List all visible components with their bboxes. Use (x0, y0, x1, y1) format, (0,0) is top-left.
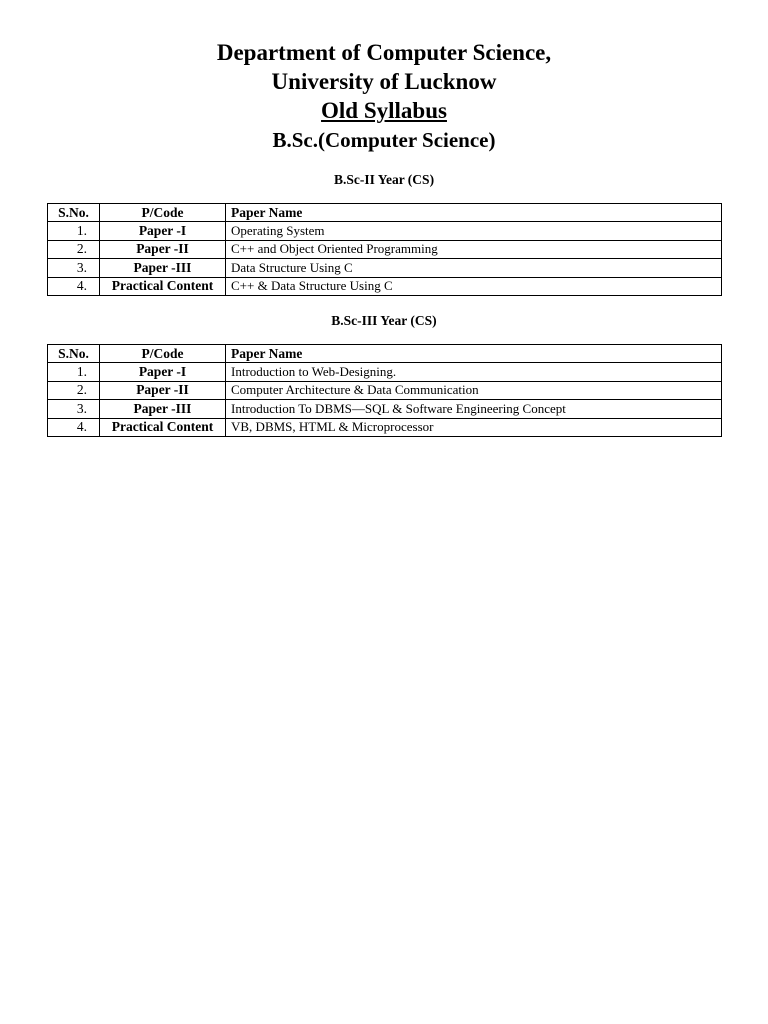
table-row (48, 277, 722, 295)
cell-sno: 2. (48, 240, 100, 258)
cell-paper-name: C++ & Data Structure Using C (226, 277, 722, 295)
cell-paper-name: Computer Architecture & Data Communication (226, 381, 722, 399)
table-row (48, 240, 722, 258)
cell-sno: 1. (48, 363, 100, 381)
column-header-paper-name: Paper Name (226, 345, 722, 363)
cell-pcode: Paper -II (100, 240, 226, 258)
table-row (48, 400, 722, 418)
table-row (48, 381, 722, 399)
column-header-sno: S.No. (48, 204, 100, 222)
cell-sno: 4. (48, 418, 100, 436)
table-row (48, 222, 722, 240)
cell-sno: 3. (48, 400, 100, 418)
course-title: B.Sc.(Computer Science) (272, 128, 496, 152)
cell-pcode: Paper -II (100, 381, 226, 399)
cell-pcode: Paper -III (100, 400, 226, 418)
column-header-pcode: P/Code (100, 345, 226, 363)
cell-paper-name: Introduction to Web-Designing. (226, 363, 722, 381)
cell-pcode: Paper -I (100, 363, 226, 381)
column-header-paper-name: Paper Name (226, 204, 722, 222)
column-header-sno: S.No. (48, 345, 100, 363)
university-title: University of Lucknow (271, 69, 497, 94)
cell-pcode: Paper -I (100, 222, 226, 240)
cell-sno: 1. (48, 222, 100, 240)
syllabus-table-bsc-ii (47, 203, 722, 296)
cell-paper-name: Operating System (226, 222, 722, 240)
column-header-pcode: P/Code (100, 204, 226, 222)
cell-pcode: Practical Content (100, 277, 226, 295)
table-header-row (48, 345, 722, 363)
cell-pcode: Practical Content (100, 418, 226, 436)
cell-paper-name: C++ and Object Oriented Programming (226, 240, 722, 258)
cell-paper-name: Data Structure Using C (226, 259, 722, 277)
cell-sno: 4. (48, 277, 100, 295)
section-title-bsc-iii: B.Sc-III Year (CS) (331, 313, 437, 328)
syllabus-title: Old Syllabus (321, 98, 447, 123)
cell-sno: 3. (48, 259, 100, 277)
cell-paper-name: VB, DBMS, HTML & Microprocessor (226, 418, 722, 436)
cell-paper-name: Introduction To DBMS—SQL & Software Engineering Concept (226, 400, 722, 418)
table-row (48, 418, 722, 436)
department-title: Department of Computer Science, (216, 40, 552, 65)
table-row (48, 363, 722, 381)
cell-sno: 2. (48, 381, 100, 399)
cell-pcode: Paper -III (100, 259, 226, 277)
table-row (48, 259, 722, 277)
section-title-bsc-ii: B.Sc-II Year (CS) (333, 172, 435, 187)
syllabus-table-bsc-iii (47, 344, 722, 437)
document-header (0, 38, 768, 154)
table-header-row (48, 204, 722, 222)
